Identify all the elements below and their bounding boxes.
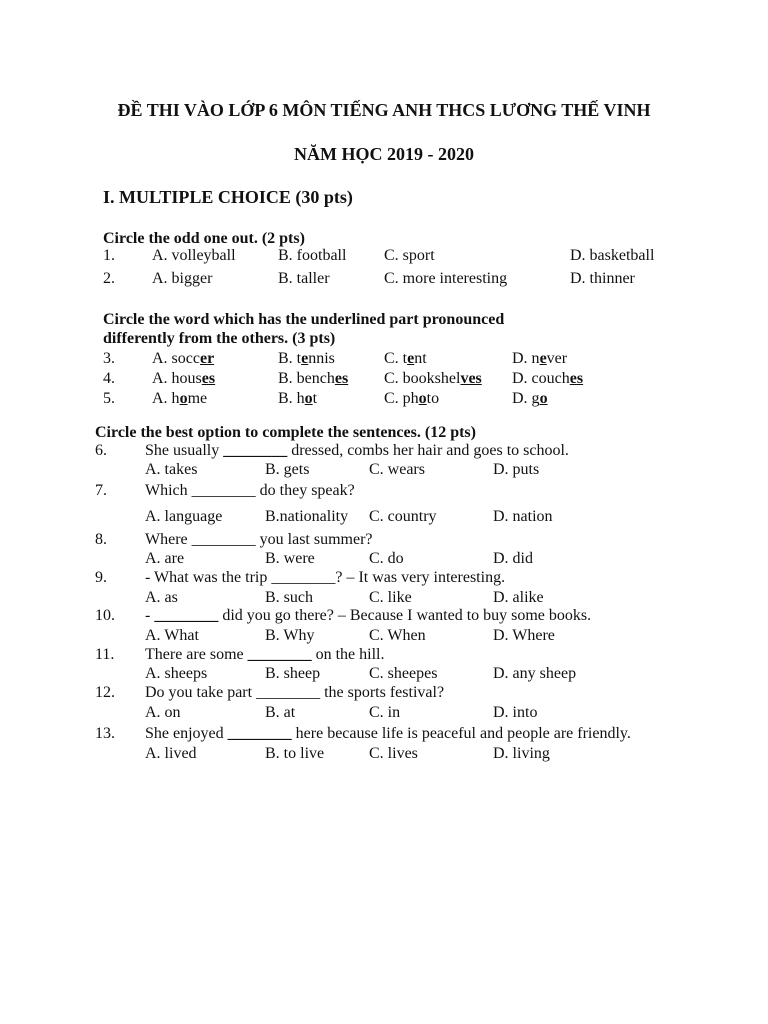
question-row [0,248,768,268]
question-row [0,391,768,411]
option-d: D. puts [493,461,540,478]
question-row [0,271,768,291]
options-row [0,666,768,686]
option-c: C. sport [384,247,435,264]
underlined-part: ves [460,370,482,387]
option-a: A. language [145,508,223,525]
option-a: A. on [145,704,181,721]
underlined-part: e [301,350,309,367]
options-row [0,551,768,571]
option-b: B. gets [265,461,310,478]
answer-blank: ________ [271,569,336,586]
option-b: B. tennis [278,350,335,367]
question-row [0,351,768,371]
question-stem-row [0,647,768,667]
option-d: D. never [512,350,568,367]
part-b-instruction: Circle the word which has the underlined part pronounced [103,311,505,328]
options-row [0,628,768,648]
option-b: B. Why [265,627,315,644]
question-stem-row [0,685,768,705]
option-d: D. nation [493,508,553,525]
underlined-part: o [304,390,313,407]
question-number: 3. [103,350,115,367]
option-b: B. taller [278,270,330,287]
answer-blank: ________ [191,482,256,499]
option-b: B. were [265,550,315,567]
section-heading: I. MULTIPLE CHOICE (30 pts) [103,187,353,207]
question-text: - ________ did you go there? – Because I wanted to buy some books. [145,607,592,624]
exam-title: ĐỀ THI VÀO LỚP 6 MÔN TIẾNG ANH THCS LƯƠNG THẾ VINH [117,100,651,120]
question-number: 6. [95,442,107,459]
underlined-part: e [407,350,415,367]
option-d: D. living [493,745,550,762]
option-b: B. to live [265,745,325,762]
option-a: A. soccer [152,350,215,367]
option-a: A. are [145,550,185,567]
options-row [0,509,768,529]
question-text: There are some ________ on the hill. [145,646,385,663]
option-c: C. like [369,589,412,606]
option-a: A. as [145,589,178,606]
option-d: D. into [493,704,538,721]
option-c: C. do [369,550,404,567]
answer-blank: ________ [154,607,219,624]
question-text: She usually ________ dressed, combs her hair and goes to school. [145,442,569,459]
question-text: She enjoyed ________ here because life is peaceful and people are friendly. [145,725,631,742]
question-text: Which ________ do they speak? [145,482,355,499]
option-b: B. at [265,704,296,721]
question-number: 13. [95,725,115,742]
option-a: A. home [152,390,208,407]
option-d: D. basketball [570,247,655,264]
option-a: A. What [145,627,199,644]
question-number: 10. [95,607,115,624]
option-c: C. photo [384,390,440,407]
options-row [0,746,768,766]
option-a: A. sheeps [145,665,208,682]
option-c: C. more interesting [384,270,508,287]
question-number: 4. [103,370,115,387]
question-number: 8. [95,531,107,548]
option-d: D. did [493,550,533,567]
option-b: B. such [265,589,313,606]
question-number: 2. [103,270,115,287]
underlined-part: es [334,370,349,387]
question-row [0,371,768,391]
option-c: C. tent [384,350,427,367]
answer-blank: ________ [191,531,256,548]
option-b: B. sheep [265,665,321,682]
question-number: 7. [95,482,107,499]
question-number: 12. [95,684,115,701]
question-number: 5. [103,390,115,407]
question-text: - What was the trip ________? – It was very interesting. [145,569,506,586]
option-b: B. hot [278,390,318,407]
part-a-instruction: Circle the odd one out. (2 pts) [103,230,305,247]
option-c: C. lives [369,745,418,762]
part-b-instruction: differently from the others. (3 pts) [103,330,336,347]
answer-blank: ________ [256,684,321,701]
school-year: NĂM HỌC 2019 - 2020 [294,144,474,164]
option-a: A. houses [152,370,216,387]
underlined-part: o [179,390,188,407]
option-d: D. go [512,390,548,407]
question-stem-row [0,608,768,628]
option-a: A. volleyball [152,247,236,264]
option-a: A. lived [145,745,197,762]
options-row [0,462,768,482]
answer-blank: ________ [227,725,292,742]
underlined-part: o [418,390,427,407]
option-d: D. any sheep [493,665,577,682]
question-stem-row [0,443,768,463]
options-row [0,705,768,725]
option-c: C. bookshelves [384,370,482,387]
underlined-part: es [201,370,216,387]
question-number: 1. [103,247,115,264]
question-stem-row [0,483,768,503]
underlined-part: er [199,350,215,367]
option-b: B. benches [278,370,349,387]
underlined-part: e [539,350,547,367]
question-number: 11. [95,646,115,663]
option-d: D. alike [493,589,544,606]
option-d: D. couches [512,370,584,387]
option-c: C. in [369,704,401,721]
part-c-instruction: Circle the best option to complete the sentences. (12 pts) [95,424,476,441]
question-text: Where ________ you last summer? [145,531,373,548]
option-a: A. bigger [152,270,213,287]
option-a: A. takes [145,461,198,478]
answer-blank: ________ [247,646,312,663]
question-stem-row [0,726,768,746]
question-text: Do you take part ________ the sports festival? [145,684,445,701]
option-c: C. When [369,627,426,644]
question-number: 9. [95,569,107,586]
option-b: B.nationality [265,508,349,525]
option-c: C. wears [369,461,425,478]
question-stem-row [0,570,768,590]
question-stem-row [0,532,768,552]
underlined-part: es [569,370,584,387]
underlined-part: o [539,390,548,407]
answer-blank: ________ [223,442,288,459]
option-b: B. football [278,247,347,264]
option-d: D. thinner [570,270,635,287]
option-d: D. Where [493,627,555,644]
option-c: C. country [369,508,437,525]
option-c: C. sheepes [369,665,438,682]
